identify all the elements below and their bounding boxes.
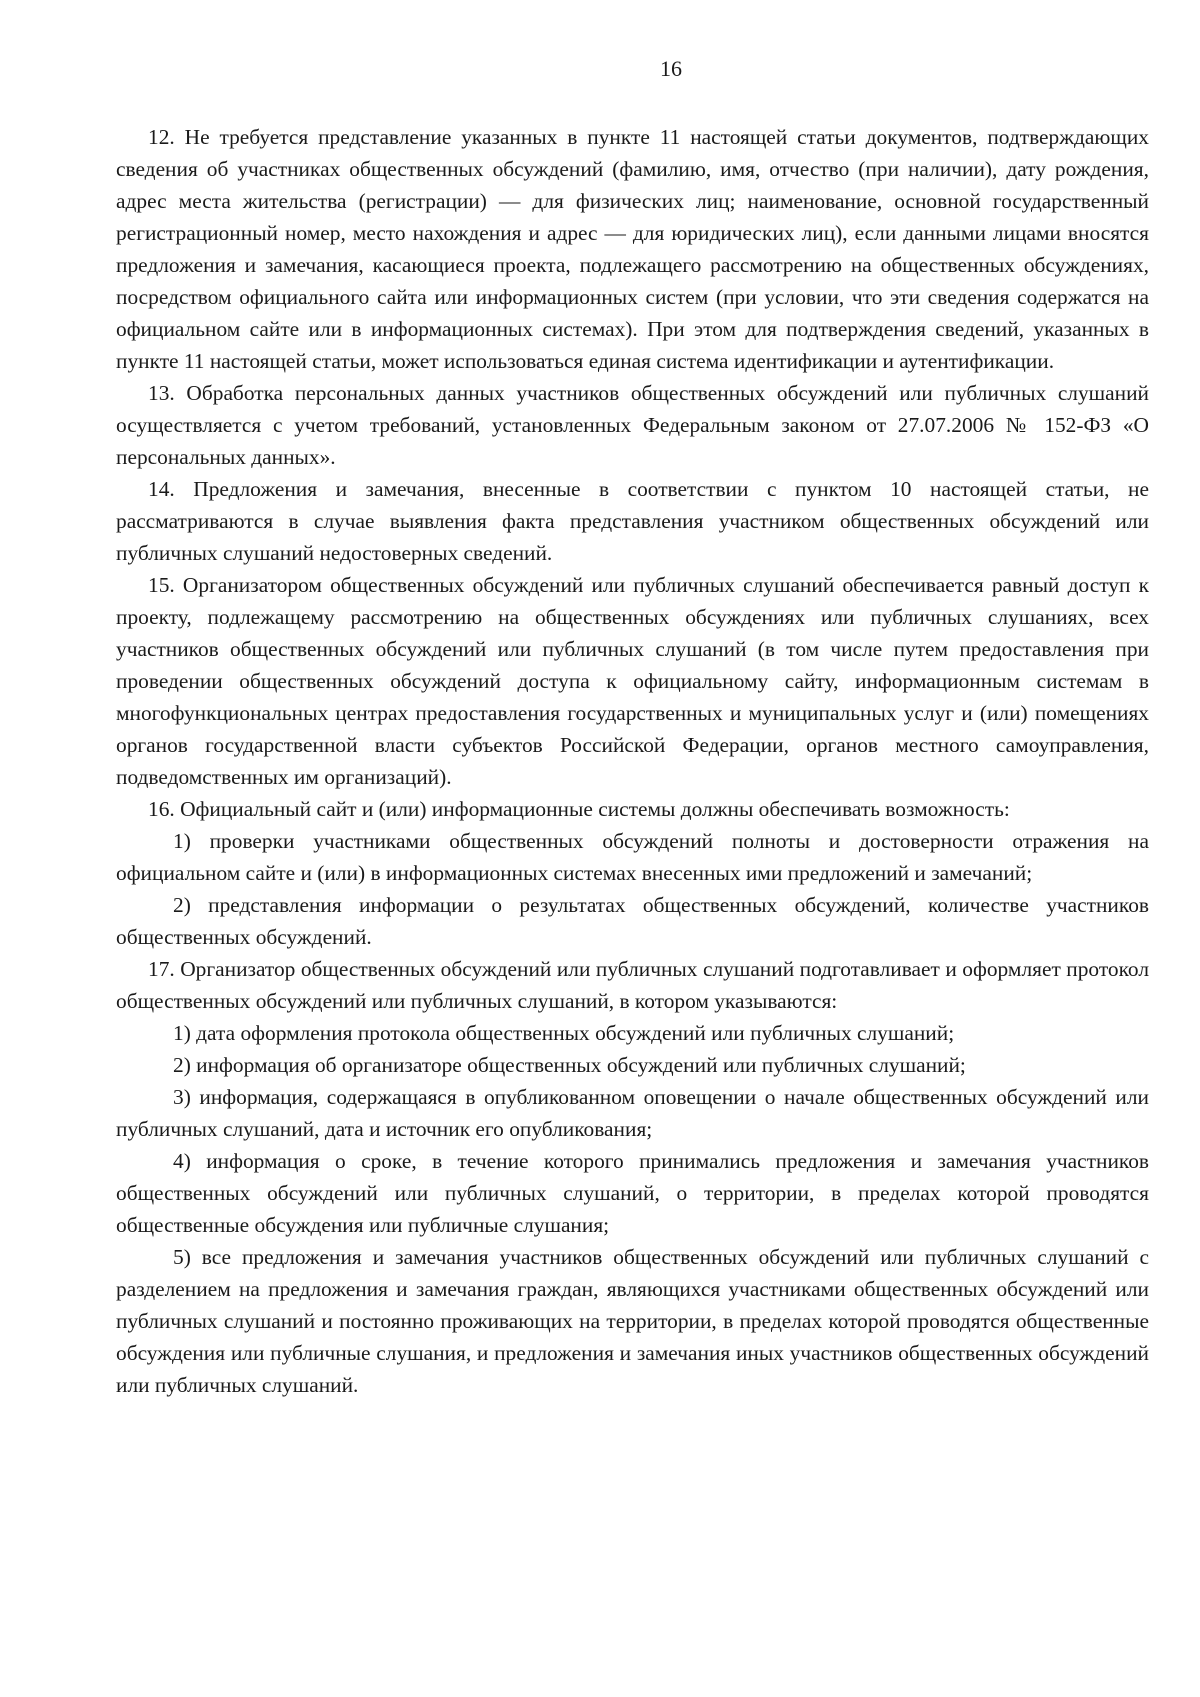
paragraph-15: 15. Организатором общественных обсуждений или публичных слушаний обеспечивается равный доступ к проекту, подлежащему рассмотрению на общественных обсуждениях или публичных слушаниях, всех участников общественных обсуждений или публичных слушаний (в том числе путем предоставления при проведении общественных обсуждений доступа к официальному сайту, информационным системам в многофункциональных центрах предоставления государственных и муниципальных услуг и (или) помещениях органов государственной власти субъектов Российской Федерации, органов местного самоуправления, подведомственных им организаций).	[116, 573, 1149, 789]
paragraph-17: 17. Организатор общественных обсуждений или публичных слушаний подготавливает и оформляет протокол общественных обсуждений или публичных слушаний, в котором указываются:	[116, 957, 1149, 1013]
paragraph-13: 13. Обработка персональных данных участников общественных обсуждений или публичных слушаний осуществляется с учетом требований, установленных Федеральным законом от 27.07.2006 № 152-ФЗ «О персональных данных».	[116, 381, 1149, 469]
paragraph-17-item-1: 1) дата оформления протокола общественных обсуждений или публичных слушаний;	[173, 1021, 955, 1045]
document-body	[116, 121, 1149, 1401]
page-number: 16	[660, 56, 682, 81]
paragraph-16-item-1: 1) проверки участниками общественных обсуждений полноты и достоверности отражения на официальном сайте и (или) в информационных системах внесенных ими предложений и замечаний;	[116, 829, 1149, 885]
paragraph-16-item-2: 2) представления информации о результатах общественных обсуждений, количестве участников общественных обсуждений.	[116, 893, 1149, 949]
paragraph-14: 14. Предложения и замечания, внесенные в соответствии с пунктом 10 настоящей статьи, не рассматриваются в случае выявления факта представления участником общественных обсуждений или публичных слушаний недостоверных сведений.	[116, 477, 1149, 565]
paragraph-17-item-4: 4) информация о сроке, в течение которого принимались предложения и замечания участников общественных обсуждений или публичных слушаний, о территории, в пределах которой проводятся общественные обсуждения или публичные слушания;	[116, 1149, 1149, 1237]
paragraph-12: 12. Не требуется представление указанных в пункте 11 настоящей статьи документов, подтверждающих сведения об участниках общественных обсуждений (фамилию, имя, отчество (при наличии), дату рождения, адрес места жительства (регистрации) — для физических лиц; наименование, основной государственный регистрационный номер, место нахождения и адрес — для юридических лиц), если данными лицами вносятся предложения и замечания, касающиеся проекта, подлежащего рассмотрению на общественных обсуждениях, посредством официального сайта или информационных систем (при условии, что эти сведения содержатся на официальном сайте или в информационных системах). При этом для подтверждения сведений, указанных в пункте 11 настоящей статьи, может использоваться единая система идентификации и аутентификации.	[116, 125, 1149, 373]
paragraph-17-item-5: 5) все предложения и замечания участников общественных обсуждений или публичных слушаний с разделением на предложения и замечания граждан, являющихся участниками общественных обсуждений или публичных слушаний и постоянно проживающих на территории, в пределах которой проводятся общественные обсуждения или публичные слушания, и предложения и замечания иных участников общественных обсуждений или публичных слушаний.	[116, 1245, 1149, 1397]
paragraph-17-item-2: 2) информация об организаторе общественных обсуждений или публичных слушаний;	[173, 1053, 966, 1077]
paragraph-16: 16. Официальный сайт и (или) информационные системы должны обеспечивать возможность:	[148, 797, 1010, 821]
paragraph-17-item-3: 3) информация, содержащаяся в опубликованном оповещении о начале общественных обсуждений или публичных слушаний, дата и источник его опубликования;	[116, 1085, 1149, 1141]
